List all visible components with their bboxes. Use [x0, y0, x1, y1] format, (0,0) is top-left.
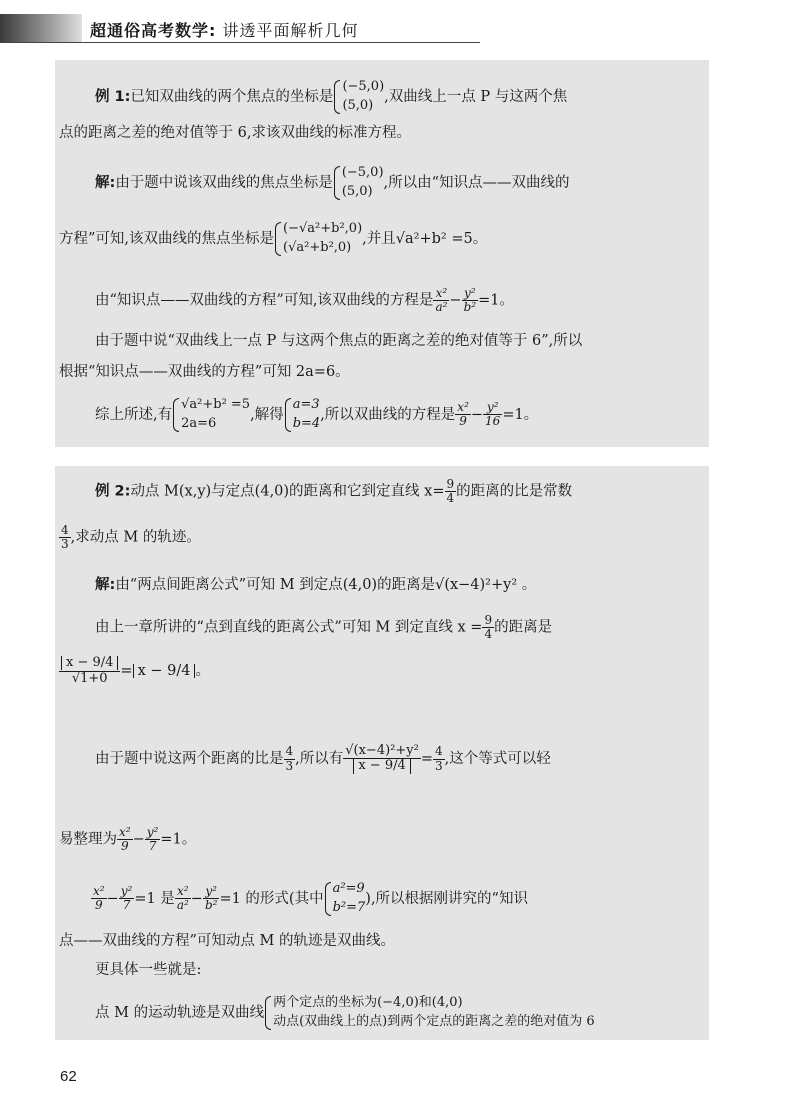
ex2-s5-yfrac [145, 826, 161, 853]
ex1-s6-d: =1。 [502, 406, 539, 423]
ex1-s1-f2: (5,0) [341, 183, 373, 199]
ex2-s6-minus1: − [106, 890, 119, 907]
ex1-solution-line5: 根据“知识点——双曲线的方程”可知 2a=6。 [59, 364, 350, 380]
ex1-s3-yfrac [462, 287, 479, 314]
ex2-s6-ax-den: a² [176, 898, 189, 913]
ex2-s4-bigfrac-abs: x − 9/4 [353, 759, 410, 773]
ex2-solution-line5 [59, 826, 196, 853]
ex1-s3-b: =1。 [478, 292, 514, 309]
ex1-s6-x-num: x² [457, 400, 469, 415]
ex2-s6-minus2: − [190, 890, 203, 907]
ex2-q-c-frac [59, 524, 71, 551]
header-gradient-tab [0, 14, 82, 42]
ex2-s6-by-num: y² [203, 885, 220, 899]
example-2-box [55, 466, 709, 1040]
ex2-s4-a: 由于题中说这两个距离的比是 [95, 751, 284, 768]
ex2-s3-bottom: √1+0 [71, 670, 108, 686]
ex1-s3-minus: − [449, 292, 462, 309]
ex1-focus2: (5,0) [342, 97, 374, 113]
ex2-s3-top [59, 656, 120, 672]
ex2-s5-y-den: 7 [148, 839, 157, 854]
ex2-s5-x-num: x² [119, 825, 131, 839]
ex2-q-frac [445, 478, 457, 505]
ex1-solution-line3 [95, 287, 514, 314]
ex2-s6-c2: b²=7 [332, 899, 366, 915]
example-1-box [55, 60, 709, 447]
ex1-solution-line6 [95, 396, 538, 434]
ex2-s2-num: 9 [484, 613, 493, 627]
ex2-s4-bigfrac-bottom [343, 759, 421, 774]
book-title: 超通俗高考数学: [90, 21, 217, 40]
page-header [0, 14, 480, 43]
ex1-s6-r2: b=4 [292, 415, 321, 431]
ex2-s6-b: =1 的形式(其中 [219, 890, 324, 907]
ex2-solution-line7: 点——双曲线的方程”可知动点 M 的轨迹是双曲线。 [59, 933, 395, 949]
ex2-s6-ax-num: x² [175, 885, 191, 899]
ex2-s3-eq: = [120, 663, 133, 680]
ex2-solution-line9 [95, 994, 595, 1032]
ex2-s4-den: 3 [285, 758, 294, 773]
ex1-s3-x-num: x² [433, 287, 449, 301]
ex2-s6-xfrac [91, 885, 107, 912]
ex1-s6-yfrac [483, 401, 502, 428]
ex1-s6-a: 综上所述,有 [95, 406, 173, 423]
ex2-s6-c1: a²=9 [332, 881, 365, 896]
ex1-s6-b: ,解得 [250, 406, 284, 423]
ex1-s2-f1: (−√a²+b²,0) [283, 221, 363, 236]
ex1-solution-line4: 由于题中说“双曲线上一点 P 与这两个焦点的距离之差的绝对值等于 6”,所以 [95, 333, 583, 349]
ex2-s4-frac1 [284, 745, 296, 772]
ex2-solution-line2 [95, 614, 552, 641]
ex1-s6-system [172, 396, 250, 434]
ex2-s4-c-den: 3 [435, 758, 443, 773]
header-title [90, 18, 359, 41]
ex1-question-line2: 点的距离之差的绝对值等于 6,求该双曲线的标准方程。 [59, 125, 411, 141]
ex1-s1-a: 由于题中说该双曲线的焦点坐标是 [115, 174, 333, 191]
ex1-s3-a: 由“知识点——双曲线的方程”可知,该双曲线的方程是 [95, 292, 434, 309]
ex2-s5-a: 易整理为 [59, 831, 117, 848]
ex1-s6-x-den: 9 [459, 414, 467, 429]
ex2-s9-system [264, 994, 595, 1032]
ex2-s4-frac2 [433, 745, 445, 772]
ex2-s5-minus: − [132, 831, 145, 848]
ex1-s2-f2: (√a²+b²,0) [283, 239, 352, 255]
ex2-label: 例 2: [95, 483, 131, 500]
ex1-s1-f1: (−5,0) [341, 165, 384, 180]
ex2-s6-by-den: b² [204, 898, 218, 913]
ex1-focus1: (−5,0) [342, 79, 385, 94]
ex2-s6-x-den: 9 [94, 898, 103, 913]
ex2-s3-frac [59, 656, 120, 686]
ex1-s6-e2: 2a=6 [181, 415, 217, 431]
ex1-s3-xfrac [433, 287, 449, 314]
ex1-s6-c: ,所以双曲线的方程是 [320, 406, 456, 423]
ex2-s5-b: =1。 [160, 831, 197, 848]
ex2-s2-frac [482, 614, 494, 641]
ex2-q-num: 9 [446, 477, 455, 491]
ex1-s2-b: ,并且√a²+b² =5。 [362, 230, 488, 247]
ex2-solution-line4 [95, 744, 551, 774]
ex1-s6-minus: − [470, 406, 484, 423]
ex1-q-text-b: ,双曲线上一点 P 与这两个焦 [384, 88, 568, 105]
ex2-s6-axfrac [175, 885, 191, 912]
ex1-s3-y-den: b² [463, 300, 477, 315]
ex2-q-c-den: 3 [61, 537, 69, 552]
ex2-s5-xfrac [117, 826, 133, 853]
ex1-s2-foci [274, 220, 362, 258]
ex1-s6-xfrac [455, 401, 471, 428]
ex2-s4-c-num: 4 [435, 744, 443, 759]
ex2-s6-a: =1 是 [134, 890, 175, 907]
ex2-s5-x-den: 9 [120, 839, 129, 854]
ex2-s4-bigfrac-top: √(x−4)²+y² [345, 743, 419, 758]
ex2-s3-rhs: x − 9/4 [133, 664, 196, 679]
ex2-s9-b1: 两个定点的坐标为(−4,0)和(4,0) [273, 995, 463, 1010]
ex2-s6-x-num: x² [93, 884, 105, 899]
ex1-label: 例 1: [95, 88, 131, 105]
ex2-s4-c: = [420, 751, 433, 768]
ex1-s6-y-den: 16 [485, 414, 501, 429]
ex2-q-a: 动点 M(x,y)与定点(4,0)的距离和它到定直线 x= [130, 483, 445, 500]
ex1-s6-result [284, 396, 321, 434]
chapter-title: 讲透平面解析几何 [222, 21, 359, 40]
ex2-s9-a: 点 M 的运动轨迹是双曲线 [95, 1004, 265, 1021]
ex1-solution-label: 解: [95, 174, 116, 191]
ex1-s3-y-num: y² [462, 287, 479, 301]
ex2-s4-num: 4 [285, 744, 294, 759]
ex1-s3-x-den: a² [435, 300, 448, 315]
ex2-s2-a: 由上一章所讲的“点到直线的距离公式”可知 M 到定直线 x = [95, 619, 483, 636]
ex2-s6-y-den: 7 [122, 898, 131, 913]
ex2-solution-line6 [91, 880, 528, 918]
ex2-s6-byfrac [203, 885, 220, 912]
ex2-s3-end: 。 [195, 663, 210, 680]
ex2-s6-yfrac [119, 885, 135, 912]
ex2-s4-bigfrac [343, 744, 421, 774]
ex2-solution-line8: 更具体一些就是: [95, 962, 202, 978]
ex1-solution-line2 [59, 220, 487, 258]
ex2-question-line1 [95, 478, 572, 505]
ex1-s1-foci [333, 164, 384, 202]
ex1-s6-y-num: y² [483, 401, 502, 415]
ex2-q-b: 的距离的比是常数 [456, 483, 573, 500]
ex2-q-c-num: 4 [61, 523, 69, 537]
ex2-s2-den: 4 [484, 627, 493, 642]
ex2-s5-y-num: y² [146, 825, 159, 839]
ex2-s6-system [324, 880, 366, 918]
ex2-solution-line3 [59, 656, 210, 686]
ex2-solution-label: 解: [95, 577, 116, 593]
ex2-s6-c: ),所以根据刚讲究的“知识 [365, 890, 528, 907]
ex2-s9-b2: 动点(双曲线上的点)到两个定点的距离之差的绝对值为 6 [273, 1013, 595, 1029]
ex1-foci-system [333, 78, 384, 116]
page-number: 62 [60, 1068, 77, 1085]
ex1-question-line1 [95, 78, 567, 116]
ex2-question-line2 [59, 524, 201, 551]
ex2-s2-b: 的距离是 [494, 619, 553, 636]
ex1-s1-b: ,所以由“知识点——双曲线的 [383, 174, 570, 191]
ex2-s6-y-num: y² [120, 884, 133, 899]
ex1-s6-r1: a=3 [292, 397, 320, 412]
ex1-s6-e1: √a²+b² =5 [181, 397, 251, 412]
ex2-s3-top-abs: x − 9/4 [61, 656, 118, 670]
ex1-solution-line1 [95, 164, 570, 202]
ex2-s1: 由“两点间距离公式”可知 M 到定点(4,0)的距离是√(x−4)²+y² 。 [115, 577, 537, 593]
ex2-q-den: 4 [446, 491, 455, 506]
ex2-s4-b: ,所以有 [295, 751, 344, 768]
ex1-q-text-a: 已知双曲线的两个焦点的坐标是 [130, 88, 334, 105]
ex1-s2-a: 方程”可知,该双曲线的焦点坐标是 [59, 230, 275, 247]
ex2-solution-line1 [95, 578, 536, 593]
ex2-s4-d: ,这个等式可以轻 [444, 751, 551, 768]
ex2-q-c: ,求动点 M 的轨迹。 [70, 529, 201, 546]
